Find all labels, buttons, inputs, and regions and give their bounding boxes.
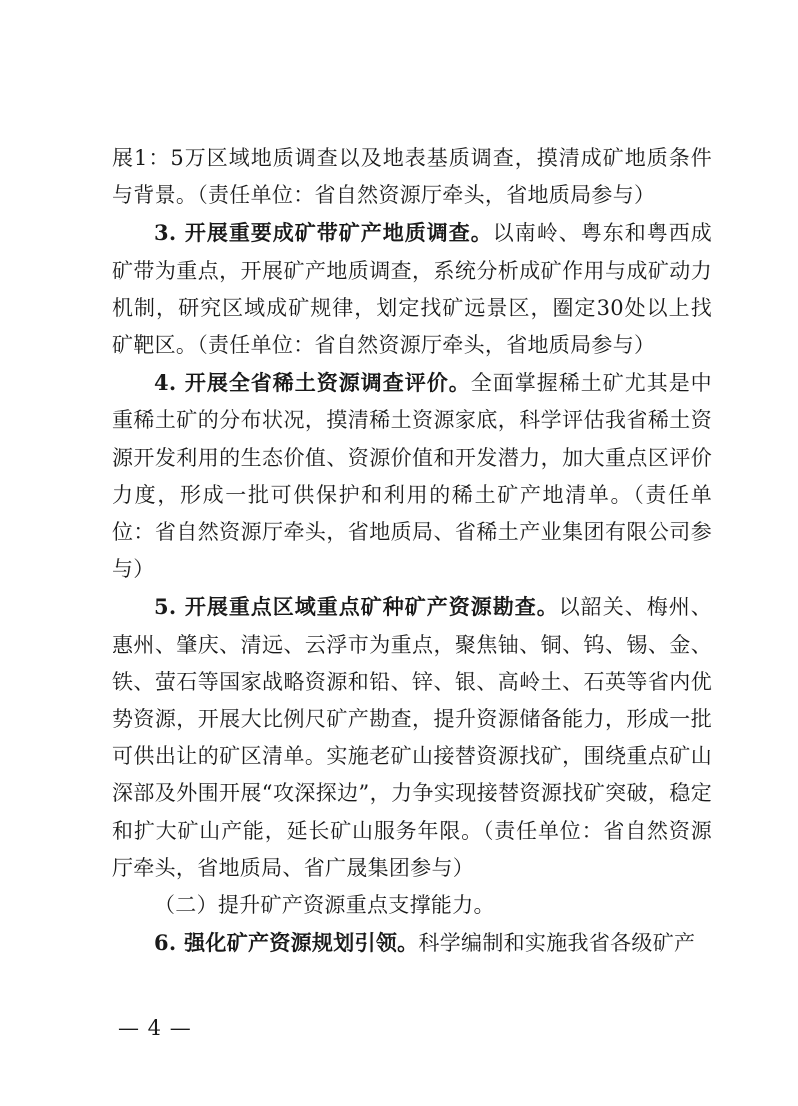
page-number: — 4 —: [118, 1016, 192, 1040]
section-heading-2: [112, 887, 712, 924]
paragraph-body: 以韶关、梅州、惠州、肇庆、清远、云浮市为重点，聚焦铀、铜、钨、锡、金、铁、萤石等国家战略资源和铅、锌、银、高岭土、石英等省内优势资源，开展大比例尺矿产勘查，提升资源储备能力，形成一批可供出让的矿区清单。实施老矿山接替资源找矿，围绕重点矿山深部及外围开展“攻深探边”，力争实现接替资源找矿突破，稳定和扩大矿山产能，延长矿山服务年限。（责任单位：省自然资源厅牵头，省地质局、省广晟集团参与）: [112, 595, 712, 880]
paragraph-body: 科学编制和实施我省各级矿产: [418, 931, 696, 956]
paragraph-body: 展1：5万区域地质调查以及地表基质调查，摸清成矿地质条件与背景。（责任单位：省自然资源厅牵头，省地质局参与）: [112, 146, 712, 208]
paragraph-4: [112, 364, 712, 588]
body-text: [112, 140, 712, 962]
paragraph-5: [112, 588, 712, 887]
paragraph-heading: 5. 开展重点区域重点矿种矿产资源勘查。: [154, 594, 559, 620]
section-title: （二）提升矿产资源重点支撑能力。: [154, 893, 495, 918]
paragraph-heading: 3. 开展重要成矿带矿产地质调查。: [154, 220, 493, 246]
paragraph-heading: 4. 开展全省稀土资源调查评价。: [154, 370, 471, 396]
paragraph-body: 全面掌握稀土矿尤其是中重稀土矿的分布状况，摸清稀土资源家底，科学评估我省稀土资源开发利用的生态价值、资源价值和开发潜力，加大重点区评价力度，形成一批可供保护和利用的稀土矿产地清单。（责任单位：省自然资源厅牵头，省地质局、省稀土产业集团有限公司参与）: [112, 371, 712, 582]
paragraph-3: [112, 214, 712, 364]
paragraph-body: 以南岭、粤东和粤西成矿带为重点，开展矿产地质调查，系统分析成矿作用与成矿动力机制，研究区域成矿规律，划定找矿远景区，圈定30处以上找矿靶区。（责任单位：省自然资源厅牵头，省地质局参与）: [112, 221, 712, 358]
paragraph-heading: 6. 强化矿产资源规划引领。: [154, 930, 419, 956]
paragraph-continuation: [112, 140, 712, 214]
paragraph-6: [112, 924, 712, 962]
